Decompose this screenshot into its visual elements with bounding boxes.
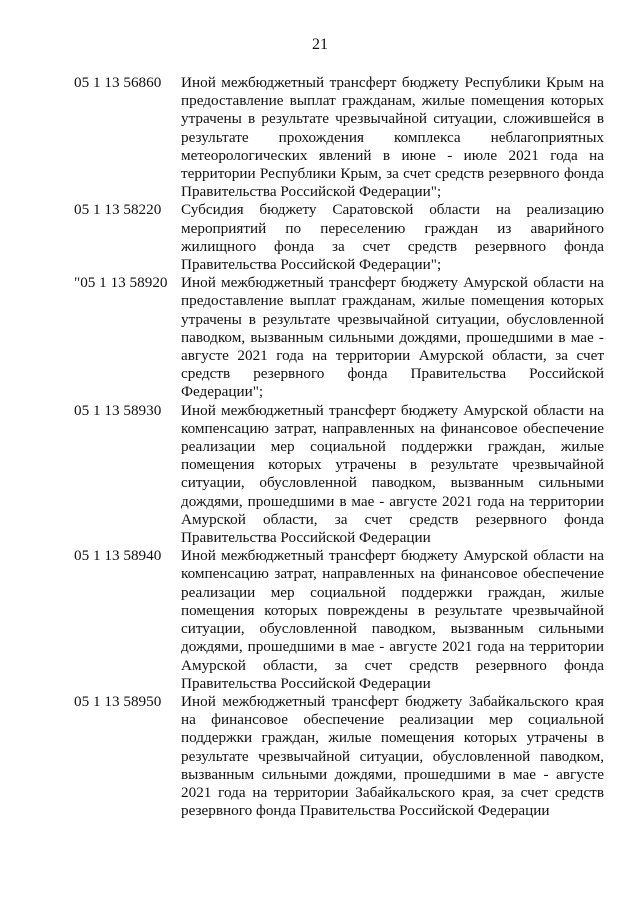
classification-code: 05 1 13 58930 (74, 401, 162, 419)
list-item (74, 74, 604, 201)
list-item (74, 693, 604, 820)
list-item (74, 274, 604, 401)
page-number: 21 (312, 36, 328, 53)
list-item (74, 201, 604, 274)
classification-code: 05 1 13 58940 (74, 547, 162, 565)
classification-code: 05 1 13 58220 (74, 201, 162, 219)
classification-description: Субсидия бюджету Саратовской области на реализацию мероприятий по переселению граждан из аварийного жилищного фонда за счет средств резервного фонда Правительства Российской Федерации"; (181, 201, 604, 274)
list-item (74, 402, 604, 548)
classification-description: Иной межбюджетный трансферт бюджету Республики Крым на предоставление выплат гражданам, жилые помещения которых утрачены в результате чрезвычайной ситуации, сложившейся в результате прохождения комплекса неблагоприятных метеорологических явлений в июне - июле 2021 года на территории Республики Крым, за счет средств резервного фонда Правительства Российской Федерации"; (181, 74, 604, 201)
classification-code: 05 1 13 56860 (74, 74, 162, 91)
classification-description: Иной межбюджетный трансферт бюджету Забайкальского края на финансовое обеспечение реализации мер социальной поддержки граждан, жилые помещения которых утрачены в результате чрезвычайной ситуации, обусловленной паводком, вызванным сильными дождями, прошедшими в мае - августе 2021 года на территории Забайкальского края, за счет средств резервного фонда Правительства Российской Федерации (181, 692, 604, 820)
classification-code: 05 1 13 58950 (74, 692, 162, 710)
classification-description: Иной межбюджетный трансферт бюджету Амурской области на компенсацию затрат, направленных на финансовое обеспечение реализации мер социальной поддержки граждан, жилые помещения которых повреждены в результате чрезвычайной ситуации, обусловленной паводком, вызванным сильными дождями, прошедшими в мае - августе 2021 года на территории Амурской области, за счет средств резервного фонда Правительства Российской Федерации (181, 547, 604, 692)
budget-classification-list (74, 74, 604, 820)
classification-description: Иной межбюджетный трансферт бюджету Амурской области на предоставление выплат гражданам, жилые помещения которых утрачены в результате чрезвычайной ситуации, обусловленной паводком, вызванным сильными дождями, прошедшими в мае - августе 2021 года на территории Амурской области, за счет средств резервного фонда Правительства Российской Федерации"; (181, 274, 604, 401)
list-item (74, 547, 604, 693)
classification-description: Иной межбюджетный трансферт бюджету Амурской области на компенсацию затрат, направленных на финансовое обеспечение реализации мер социальной поддержки граждан, жилые помещения которых утрачены в результате чрезвычайной ситуации, обусловленной паводком, вызванным сильными дождями, прошедшими в мае - августе 2021 года на территории Амурской области, за счет средств резервного фонда Правительства Российской Федерации (181, 401, 604, 547)
classification-code: "05 1 13 58920 (74, 274, 168, 292)
